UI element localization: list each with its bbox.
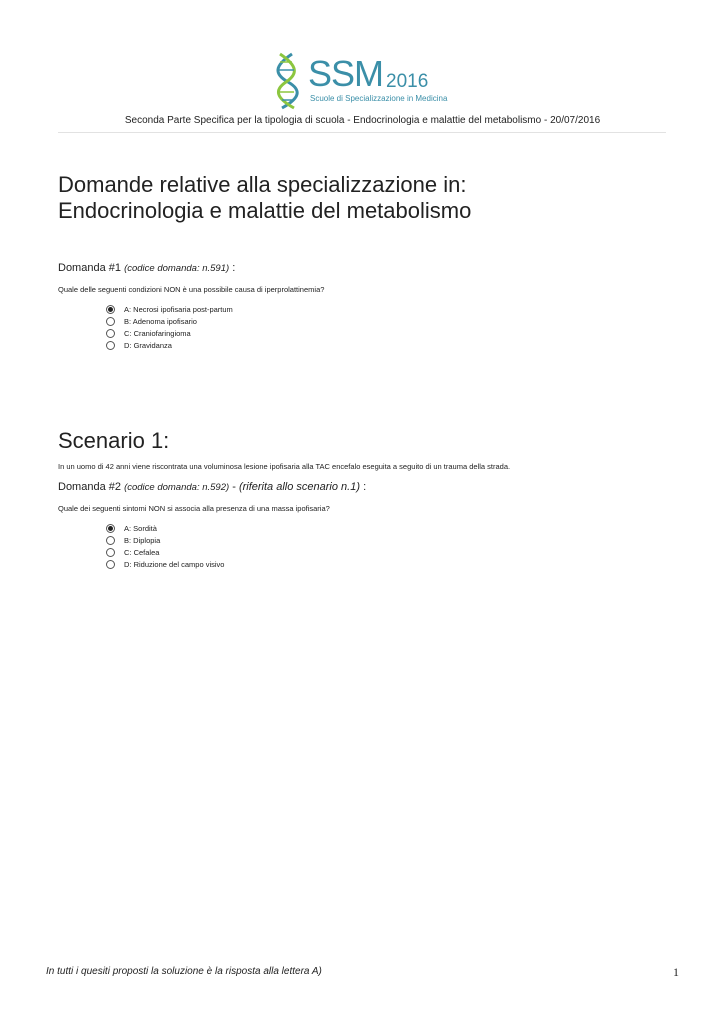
option-label: C: Craniofaringioma: [124, 328, 191, 338]
question-1-text: Quale delle seguenti condizioni NON è una possibile causa di iperprolattinemia?: [58, 285, 325, 294]
header-divider: [58, 132, 666, 133]
question-2-option-c[interactable]: [106, 546, 224, 558]
question-1-option-d[interactable]: [106, 339, 233, 351]
logo-tagline: Scuole di Specializzazione in Medicina: [310, 94, 448, 103]
dna-helix-icon: [270, 52, 306, 110]
question-2-dash: -: [232, 481, 236, 493]
footer-note: In tutti i quesiti proposti la soluzione è la risposta alla lettera A): [46, 966, 322, 977]
question-2-option-d[interactable]: [106, 558, 224, 570]
logo-brand: SSM: [308, 53, 384, 94]
page-title-line-1: Domande relative alla specializzazione in:: [58, 172, 467, 197]
radio-empty-icon[interactable]: [106, 317, 115, 326]
radio-empty-icon[interactable]: [106, 329, 115, 338]
page-title: [58, 172, 471, 224]
option-label: C: Cefalea: [124, 547, 160, 557]
question-1-option-b[interactable]: [106, 315, 233, 327]
radio-empty-icon[interactable]: [106, 536, 115, 545]
question-2-reference: (riferita allo scenario n.1): [238, 481, 361, 493]
question-2-suffix: :: [363, 481, 367, 493]
question-2-label: Domanda #2: [58, 481, 121, 493]
option-label: B: Adenoma ipofisario: [124, 316, 197, 326]
ssm-logo: [270, 52, 460, 110]
radio-selected-icon[interactable]: [106, 305, 115, 314]
header-text: Seconda Parte Specifica per la tipologia di scuola - Endocrinologia e malattie del metabolismo - 20/07/2016: [124, 115, 601, 126]
question-1-code: (codice domanda: n.591): [124, 263, 230, 274]
question-1-options: [106, 303, 233, 351]
radio-empty-icon[interactable]: [106, 341, 115, 350]
question-1-option-a[interactable]: [106, 303, 233, 315]
page-title-line-2: Endocrinologia e malattie del metabolismo: [58, 198, 472, 223]
option-label: A: Necrosi ipofisaria post-partum: [124, 304, 233, 314]
logo-year: 2016: [386, 71, 429, 92]
radio-empty-icon[interactable]: [106, 560, 115, 569]
question-2-text: Quale dei seguenti sintomi NON si associa alla presenza di una massa ipofisaria?: [58, 504, 330, 513]
question-2-option-b[interactable]: [106, 534, 224, 546]
option-label: A: Sordità: [124, 523, 157, 533]
option-label: B: Diplopia: [124, 535, 161, 545]
radio-selected-icon[interactable]: [106, 524, 115, 533]
radio-empty-icon[interactable]: [106, 548, 115, 557]
question-1-suffix: :: [232, 262, 236, 274]
question-2-option-a[interactable]: [106, 522, 224, 534]
question-2-code: (codice domanda: n.592): [124, 482, 230, 493]
scenario-text: In un uomo di 42 anni viene riscontrata una voluminosa lesione ipofisaria alla TAC encefalo eseguita a seguito di un trauma della strada.: [58, 462, 511, 471]
question-1-option-c[interactable]: [106, 327, 233, 339]
question-2-heading: [58, 481, 366, 493]
option-label: D: Riduzione del campo visivo: [124, 559, 225, 569]
page-number: 1: [673, 965, 679, 979]
question-2-options: [106, 522, 224, 570]
question-1-label: Domanda #1: [58, 262, 121, 274]
scenario-title: Scenario 1:: [58, 428, 170, 453]
question-1-heading: [58, 262, 235, 274]
option-label: D: Gravidanza: [124, 340, 172, 350]
